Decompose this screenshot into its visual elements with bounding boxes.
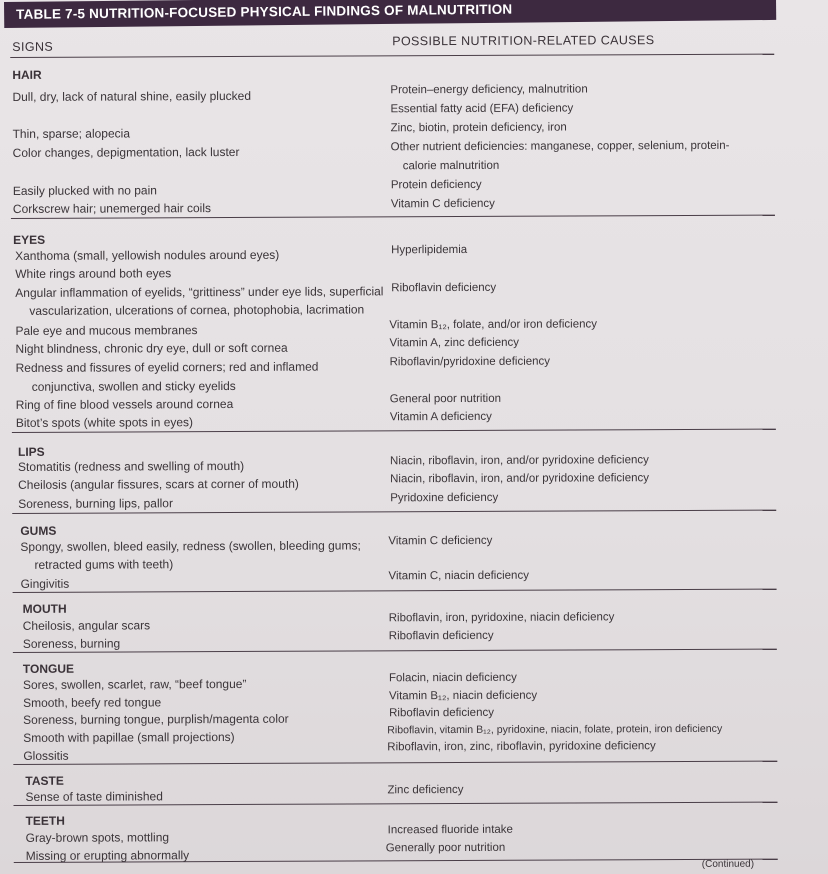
- eyes-sign-3a: Angular inflammation of eyelids, “grittiness” under eye lids, superficial: [15, 284, 384, 300]
- eyes-sign-5: Night blindness, chronic dry eye, dull or soft cornea: [15, 340, 288, 356]
- mouth-divider: [13, 649, 777, 653]
- section-tongue: TONGUE: [22, 661, 75, 676]
- tongue-sign-4: Smooth with papillae (small projections): [23, 729, 235, 745]
- hair-sign-2: Thin, sparse; alopecia: [12, 126, 131, 141]
- lips-sign-1: Stomatitis (redness and swelling of mouth): [18, 458, 245, 474]
- tongue-cause-2: Vitamin B₁₂, niacin deficiency: [389, 689, 538, 703]
- tongue-cause-4: Riboflavin, vitamin B₁₂, pyridoxine, niacin, folate, protein, iron deficiency: [387, 722, 723, 737]
- mouth-cause-2: Riboflavin deficiency: [388, 629, 494, 643]
- hair-sign-5: Corkscrew hair; unemerged hair coils: [12, 201, 212, 216]
- lips-sign-3: Soreness, burning lips, pallor: [18, 496, 173, 511]
- gums-cause-1: Vitamin C deficiency: [388, 534, 493, 548]
- teeth-sign-1: Gray-brown spots, mottling: [25, 830, 170, 845]
- gums-sign-1a: Spongy, swollen, bleed easily, redness (swollen, bleeding gums;: [20, 538, 361, 554]
- eyes-sign-8: Bitot’s spots (white spots in eyes): [15, 415, 194, 430]
- eyes-sign-3b: vascularization, ulcerations of cornea, photophobia, lacrimation: [29, 302, 365, 318]
- hair-sign-1: Dull, dry, lack of natural shine, easily plucked: [12, 88, 252, 104]
- hair-cause-1b: Essential fatty acid (EFA) deficiency: [390, 102, 574, 116]
- table-title: TABLE 7-5 NUTRITION-FOCUSED PHYSICAL FINDINGS OF MALNUTRITION: [16, 1, 513, 22]
- gums-divider: [13, 589, 777, 593]
- section-taste: TASTE: [25, 773, 64, 788]
- column-header-signs: SIGNS: [12, 39, 54, 54]
- taste-cause-1: Zinc deficiency: [387, 783, 464, 797]
- tongue-cause-3: Riboflavin deficiency: [389, 706, 494, 720]
- teeth-cause-1: Increased fluoride intake: [387, 823, 513, 837]
- mouth-sign-2: Soreness, burning: [22, 636, 121, 651]
- header-divider: [10, 54, 774, 58]
- section-gums: GUMS: [20, 523, 57, 538]
- tongue-cause-5: Riboflavin, iron, zinc, riboflavin, pyridoxine deficiency: [387, 740, 656, 754]
- eyes-sign-4: Pale eye and mucous membranes: [15, 323, 198, 338]
- eyes-sign-7: Ring of fine blood vessels around cornea: [15, 396, 234, 412]
- eyes-cause-8: Vitamin A deficiency: [389, 410, 492, 424]
- gums-sign-2: Gingivitis: [20, 576, 70, 591]
- section-lips: LIPS: [17, 444, 45, 459]
- hair-cause-4: Protein deficiency: [390, 178, 482, 192]
- eyes-sign-2: White rings around both eyes: [15, 266, 172, 281]
- section-hair: HAIR: [12, 67, 42, 82]
- eyes-cause-3: Riboflavin deficiency: [391, 281, 497, 295]
- lips-cause-2: Niacin, riboflavin, iron, and/or pyridoxine deficiency: [390, 472, 650, 486]
- eyes-sign-6b: conjunctiva, swollen and sticky eyelids: [31, 378, 236, 394]
- tongue-sign-5: Glossitis: [23, 748, 69, 763]
- eyes-sign-1: Xanthoma (small, yellowish nodules around eyes): [15, 247, 280, 263]
- teeth-cause-2: Generally poor nutrition: [385, 841, 506, 855]
- tongue-sign-1: Sores, swollen, scarlet, raw, “beef tongue”: [22, 676, 247, 692]
- taste-sign-1: Sense of taste diminished: [25, 789, 163, 804]
- lips-sign-2: Cheilosis (angular fissures, scars at corner of mouth): [18, 476, 299, 492]
- eyes-cause-5: Vitamin A, zinc deficiency: [389, 336, 520, 350]
- hair-cause-3b: calorie malnutrition: [402, 159, 500, 173]
- eyes-cause-4: Vitamin B₁₂, folate, and/or iron deficiency: [389, 318, 598, 332]
- hair-cause-1a: Protein–energy deficiency, malnutrition: [390, 83, 588, 97]
- lips-cause-3: Pyridoxine deficiency: [390, 491, 499, 505]
- hair-sign-3: Color changes, depigmentation, lack luster: [12, 144, 240, 160]
- hair-cause-5: Vitamin C deficiency: [390, 197, 495, 211]
- gums-cause-2: Vitamin C, niacin deficiency: [388, 569, 529, 583]
- lips-cause-1: Niacin, riboflavin, iron, and/or pyridoxine deficiency: [389, 454, 649, 468]
- continued-note: (Continued): [701, 858, 755, 870]
- hair-cause-3a: Other nutrient deficiencies: manganese, copper, selenium, protein-: [390, 139, 730, 154]
- tongue-divider: [13, 761, 777, 765]
- eyes-cause-6: Riboflavin/pyridoxine deficiency: [389, 355, 551, 369]
- eyes-sign-6a: Redness and fissures of eyelid corners; red and inflamed: [15, 359, 319, 375]
- hair-sign-4: Easily plucked with no pain: [12, 183, 157, 198]
- tongue-sign-3: Soreness, burning tongue, purplish/magenta color: [23, 711, 289, 727]
- gums-sign-1b: retracted gums with teeth): [34, 557, 174, 572]
- section-eyes: EYES: [13, 232, 46, 247]
- section-teeth: TEETH: [25, 813, 65, 828]
- tongue-cause-1: Folacin, niacin deficiency: [388, 671, 517, 685]
- mouth-cause-1: Riboflavin, iron, pyridoxine, niacin deficiency: [388, 611, 615, 625]
- teeth-sign-2: Missing or erupting abnormally: [25, 848, 190, 863]
- section-mouth: MOUTH: [22, 601, 67, 616]
- eyes-cause-7: General poor nutrition: [389, 392, 502, 406]
- hair-cause-2: Zinc, biotin, protein deficiency, iron: [390, 121, 567, 135]
- eyes-cause-1: Hyperlipidemia: [391, 243, 468, 257]
- column-header-causes: POSSIBLE NUTRITION-RELATED CAUSES: [392, 33, 655, 49]
- tongue-sign-2: Smooth, beefy red tongue: [23, 695, 162, 710]
- mouth-sign-1: Cheilosis, angular scars: [22, 618, 151, 633]
